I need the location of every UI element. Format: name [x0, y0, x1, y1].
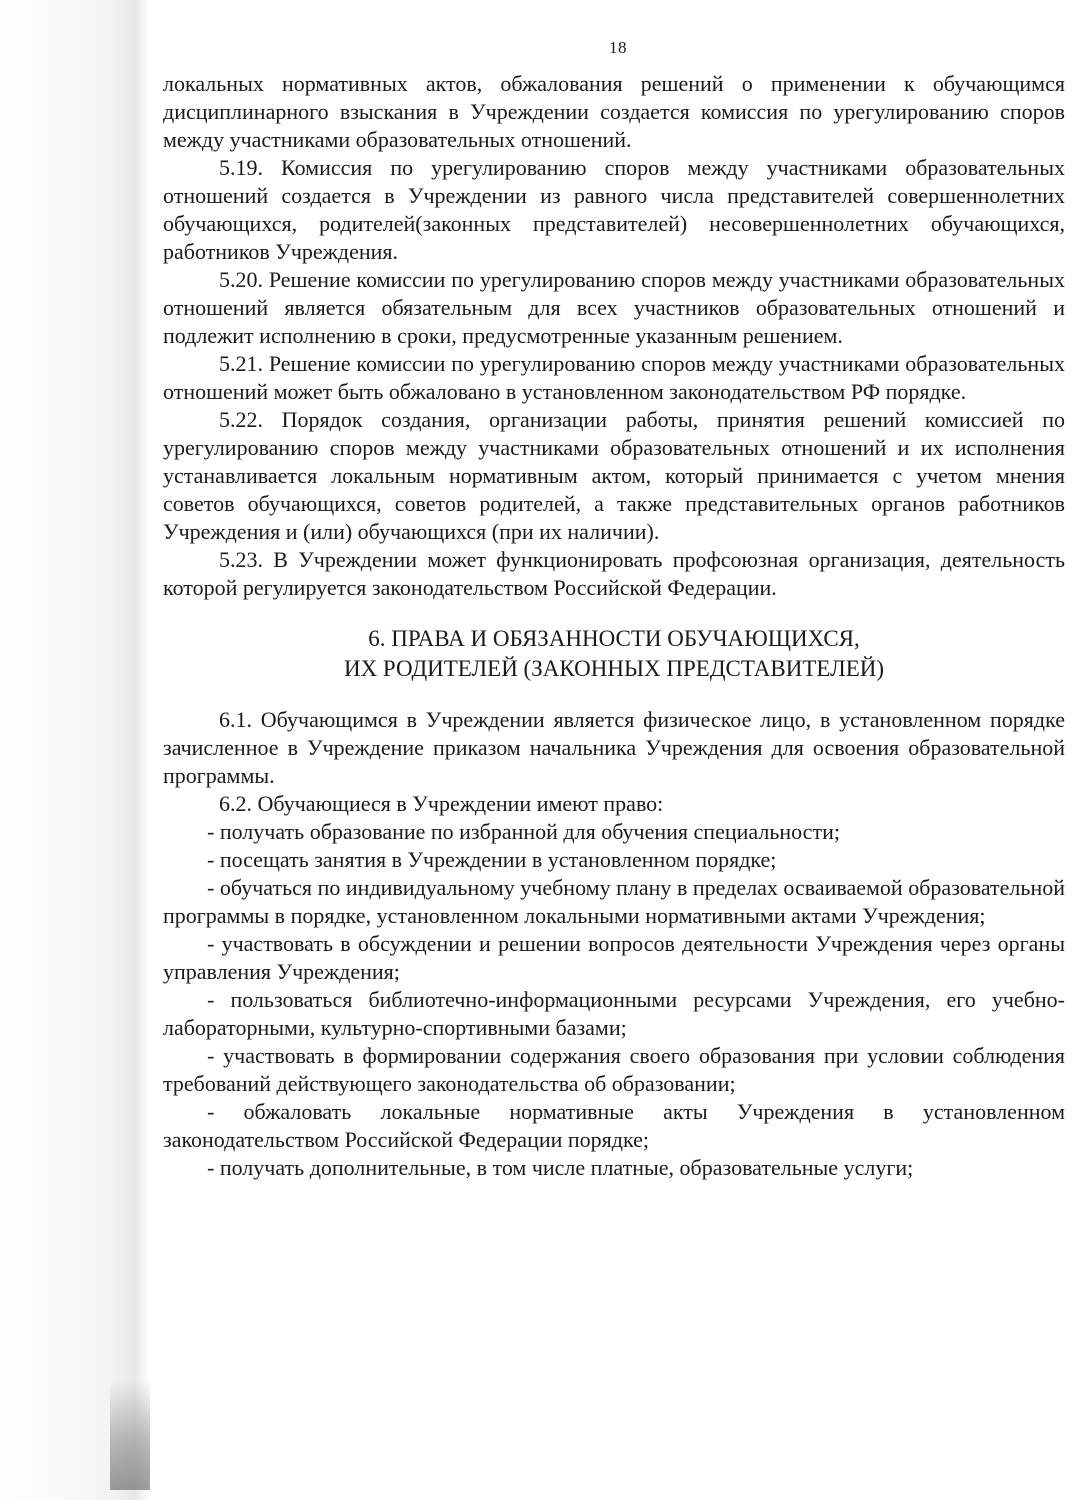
paragraph-5-22: 5.22. Порядок создания, организации работы, принятия решений комиссией по урегулированию споров между участниками образовательных отношений и их исполнения устанавливается локальным нормативным актом, который принимается с учетом мнения советов обучающихся, советов родителей, а также представительных органов работников Учреждения и (или) обучающихся (при их наличии).: [163, 407, 1065, 544]
list-item-right-1: - получать образование по избранной для обучения специальности;: [207, 819, 840, 844]
paragraph-5-23: 5.23. В Учреждении может функционировать профсоюзная организация, деятельность которой регулируется законодательством Российской Федерации.: [163, 547, 1065, 600]
paragraph-5-20: 5.20. Решение комиссии по урегулированию споров между участниками образовательных отношений является обязательным для всех участников образовательных отношений и подлежит исполнению в сроки, предусмотренные указанным решением.: [163, 267, 1065, 348]
paragraph-5-21: 5.21. Решение комиссии по урегулированию споров между участниками образовательных отношений может быть обжаловано в установленном законодательством РФ порядке.: [163, 351, 1065, 404]
paragraph-continuation: локальных нормативных актов, обжалования решений о применении к обучающимся дисциплинарного взыскания в Учреждении создается комиссия по урегулированию споров между участниками образовательных отношений.: [163, 71, 1065, 152]
section-heading-line-1: 6. ПРАВА И ОБЯЗАННОСТИ ОБУЧАЮЩИХСЯ,: [368, 626, 860, 651]
list-item-right-3: - обучаться по индивидуальному учебному плану в пределах осваиваемой образовательной программы в порядке, установленном локальными нормативными актами Учреждения;: [163, 875, 1065, 928]
list-item-right-5: - пользоваться библиотечно-информационными ресурсами Учреждения, его учебно-лабораторными, культурно-спортивными базами;: [163, 987, 1065, 1040]
paragraph-5-19: 5.19. Комиссия по урегулированию споров между участниками образовательных отношений создается в Учреждении из равного числа представителей совершеннолетних обучающихся, родителей(законных представителей) несовершеннолетних обучающихся, работников Учреждения.: [163, 155, 1065, 264]
paragraph-6-2: 6.2. Обучающиеся в Учреждении имеют право:: [219, 791, 664, 816]
page-number: 18: [609, 38, 627, 57]
document-body: [163, 70, 1065, 1182]
list-item-right-8: - получать дополнительные, в том числе платные, образовательные услуги;: [207, 1155, 914, 1180]
paragraph-6-1: 6.1. Обучающимся в Учреждении является физическое лицо, в установленном порядке зачисленное в Учреждение приказом начальника Учреждения для освоения образовательной программы.: [163, 707, 1065, 788]
section-heading: [163, 624, 1065, 684]
list-item-right-2: - посещать занятия в Учреждении в установленном порядке;: [207, 847, 777, 872]
section-heading-line-2: ИХ РОДИТЕЛЕЙ (ЗАКОННЫХ ПРЕДСТАВИТЕЛЕЙ): [343, 656, 885, 681]
list-item-right-7: - обжаловать локальные нормативные акты Учреждения в установленном законодательством Российской Федерации порядке;: [163, 1099, 1065, 1152]
list-item-right-6: - участвовать в формировании содержания своего образования при условии соблюдения требований действующего законодательства об образовании;: [163, 1043, 1065, 1096]
list-item-right-4: - участвовать в обсуждении и решении вопросов деятельности Учреждения через органы управления Учреждения;: [163, 931, 1065, 984]
